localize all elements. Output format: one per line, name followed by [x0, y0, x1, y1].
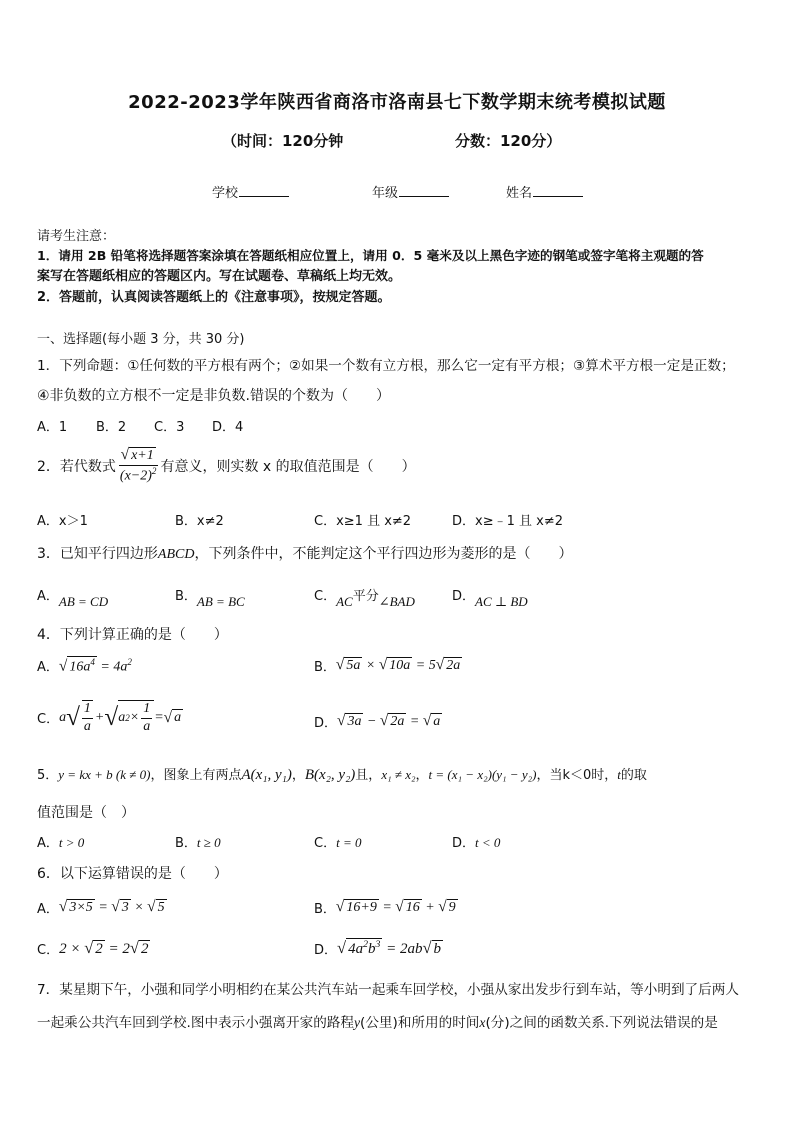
- q5-condition: x₁ ≠ x₂: [381, 767, 416, 782]
- q2-option-d[interactable]: D．x≥﹣1 且 x≠2: [452, 514, 563, 529]
- exam-score: 分数：120分）: [455, 132, 562, 150]
- q7-var-x: x: [479, 1015, 486, 1030]
- q5-num: 5．: [37, 768, 59, 783]
- q6-a-label: A．: [37, 902, 59, 917]
- q3-d-text: AC ⊥ BD: [475, 594, 528, 609]
- q3-stem-pre: 3．已知平行四边形: [37, 546, 158, 562]
- q5-point-a: A(x₁, y₁): [241, 767, 292, 783]
- q6-a-expr: √ 3×5 = √ 3 × √ 5: [58, 898, 165, 916]
- q4-a-expr: √ $16a^4 = 4a^2$: [58, 657, 132, 675]
- page-title: 2022-2023学年陕西省商洛市洛南县七下数学期末统考模拟试题: [128, 92, 666, 113]
- q6-c-expr: 2 × √ 2 = 2√ 2: [59, 938, 149, 957]
- q3-a-text: AB = CD: [58, 594, 109, 609]
- name-label: 姓名: [506, 186, 533, 201]
- q3-shape-name: ABCD: [157, 547, 195, 562]
- q5-text-2: 且，: [355, 768, 382, 783]
- q6-option-c[interactable]: [37, 938, 150, 958]
- q5-b-label: B．: [175, 836, 197, 851]
- q6-d-label: D．: [314, 942, 338, 958]
- school-label: 学校: [212, 186, 239, 201]
- q4-stem: 4．下列计算正确的是（ ）: [37, 627, 228, 643]
- q2-denominator-exp: 2: [151, 465, 157, 476]
- q4-a-label: A．: [37, 660, 59, 676]
- q2-fraction: [118, 446, 159, 485]
- q6-d-expr: √ $4a^2b^3 = 2ab√$ b: [337, 938, 442, 957]
- q2-numerator: x+1: [131, 448, 154, 463]
- notice-heading: 请考生注意：: [37, 229, 116, 244]
- q2-option-b[interactable]: B．x≠2: [175, 514, 224, 529]
- q7-line-2c: (分)之间的函数关系.下列说法错误的是: [485, 1015, 718, 1031]
- q7-line-1: 7．某星期下午，小强和同学小明相约在某公共汽车站一起乘车回学校，小强从家出发步行到车站，等小明到了后两人: [37, 982, 739, 998]
- q2-stem: [37, 446, 416, 485]
- q4-option-c[interactable]: [37, 700, 183, 736]
- q5-text-3: ，: [415, 768, 429, 783]
- q6-option-b[interactable]: [314, 898, 458, 917]
- q3-c-mid: 平分: [352, 589, 379, 604]
- q4-b-expr: √ 5a × √ 10a = 5√ 2a: [335, 656, 461, 674]
- q4-option-d[interactable]: [314, 712, 442, 731]
- q6-option-d[interactable]: [314, 938, 443, 958]
- q4-d-expr: √ 3a − √ 2a = √ a: [337, 712, 441, 730]
- exam-time: （时间：120分钟: [222, 132, 344, 150]
- q7-var-y: y: [353, 1015, 361, 1030]
- name-field[interactable]: [506, 182, 583, 201]
- q2-option-a[interactable]: A．x＞1: [37, 514, 88, 529]
- school-field[interactable]: [212, 182, 289, 201]
- q2-option-c[interactable]: C．x≥1 且 x≠2: [314, 514, 412, 529]
- q4-d-label: D．: [314, 716, 338, 731]
- q5-option-b[interactable]: [175, 832, 221, 851]
- q5-t-definition: t = (x₁ − x₂)(y₁ − y₂): [428, 767, 537, 782]
- q7-line-2a: 一起乘公共汽车回到学校.图中表示小强离开家的路程: [37, 1015, 354, 1031]
- q3-option-b[interactable]: [175, 585, 245, 609]
- q3-a-label: A．: [37, 589, 59, 604]
- grade-label: 年级: [372, 186, 399, 201]
- q3-b-text: AB = BC: [196, 594, 245, 609]
- q5-option-c[interactable]: [314, 832, 361, 851]
- q1-option-a[interactable]: A．1: [37, 420, 68, 435]
- q3-stem: [37, 543, 572, 563]
- q3-stem-post: ，下列条件中，不能判定这个平行四边形为菱形的是（ ）: [194, 546, 573, 562]
- q6-c-label: C．: [37, 942, 60, 958]
- q6-option-a[interactable]: [37, 898, 167, 917]
- q5-text-4: ，当k＜0时，: [536, 768, 618, 783]
- q5-text-1: ，图象上有两点: [150, 768, 242, 783]
- q5-stem: [37, 764, 647, 784]
- notice-line-2: 2．答题前，认真阅读答题纸上的《注意事项》，按规定答题。: [37, 290, 391, 305]
- q5-d-text: t < 0: [475, 835, 501, 850]
- q5-d-label: D．: [452, 836, 476, 851]
- grade-field[interactable]: [372, 182, 449, 201]
- q7-line-2b: (公里)和所用的时间: [360, 1015, 480, 1031]
- q5-text-5: 的取: [620, 768, 647, 783]
- q5-t-var: t: [617, 767, 621, 782]
- q1-option-d[interactable]: D．4: [212, 420, 244, 435]
- q5-equation: y = kx + b (k ≠ 0): [58, 767, 151, 782]
- q5-sep: ，: [291, 768, 305, 783]
- q2-denominator: (x−2): [119, 468, 152, 484]
- q6-stem: 6．以下运算错误的是（ ）: [37, 866, 228, 882]
- q3-option-c[interactable]: [314, 585, 415, 609]
- q7-line-2: [37, 1011, 718, 1031]
- q4-c-expr: a √ $\frac{1}{a}$ + √ a 2 × $\frac{1}{a}$ = √ a: [59, 701, 182, 734]
- notice-line-1b: 案写在答题纸相应的答题区内。写在试题卷、草稿纸上均无效。: [37, 269, 402, 284]
- q2-stem-pre: 2．若代数式: [37, 458, 116, 475]
- q3-option-d[interactable]: [452, 585, 528, 609]
- q5-a-label: A．: [37, 836, 59, 851]
- q3-d-label: D．: [452, 589, 476, 604]
- q4-option-a[interactable]: [37, 656, 132, 676]
- q3-c-label: C．: [314, 589, 337, 604]
- q3-b-label: B．: [175, 589, 197, 604]
- q5-c-label: C．: [314, 836, 337, 851]
- q4-b-label: B．: [314, 660, 336, 675]
- q3-c-text-2: ∠BAD: [378, 594, 415, 609]
- q4-option-b[interactable]: [314, 656, 462, 675]
- q5-line-2: 值范围是（ ）: [37, 805, 135, 821]
- q5-point-b: B(x₂, y₂): [304, 767, 356, 783]
- q2-stem-post: 有意义，则实数 x 的取值范围是（ ）: [160, 458, 416, 475]
- q5-c-text: t = 0: [336, 835, 362, 850]
- q1-line-2: ④非负数的立方根不一定是非负数.错误的个数为（ ）: [37, 388, 390, 404]
- q5-option-d[interactable]: [452, 832, 500, 851]
- q5-a-text: t > 0: [58, 835, 85, 850]
- q5-b-text: t ≥ 0: [196, 835, 221, 850]
- q4-c-label: C．: [37, 712, 60, 728]
- q1-option-b[interactable]: B．2: [96, 420, 127, 435]
- q3-c-text-1: AC: [336, 594, 353, 609]
- q1-option-c[interactable]: C．3: [154, 420, 185, 435]
- q3-option-a[interactable]: [37, 585, 109, 609]
- q6-b-expr: √ 16+9 = √ 16 + √ 9: [335, 898, 456, 916]
- sqrt-icon: √: [120, 446, 130, 463]
- notice-line-1a: 1．请用 2B 铅笔将选择题答案涂填在答题纸相应位置上，请用 0．5 毫米及以上黑色字迹的钢笔或签字笔将主观题的答: [37, 248, 704, 263]
- q5-option-a[interactable]: [37, 832, 84, 851]
- q6-b-label: B．: [314, 902, 336, 917]
- q1-line-1: 1．下列命题：①任何数的平方根有两个；②如果一个数有立方根，那么它一定有平方根；③算术平方根一定是正数；: [37, 358, 735, 374]
- section-heading: 一、选择题(每小题 3 分，共 30 分): [37, 332, 245, 347]
